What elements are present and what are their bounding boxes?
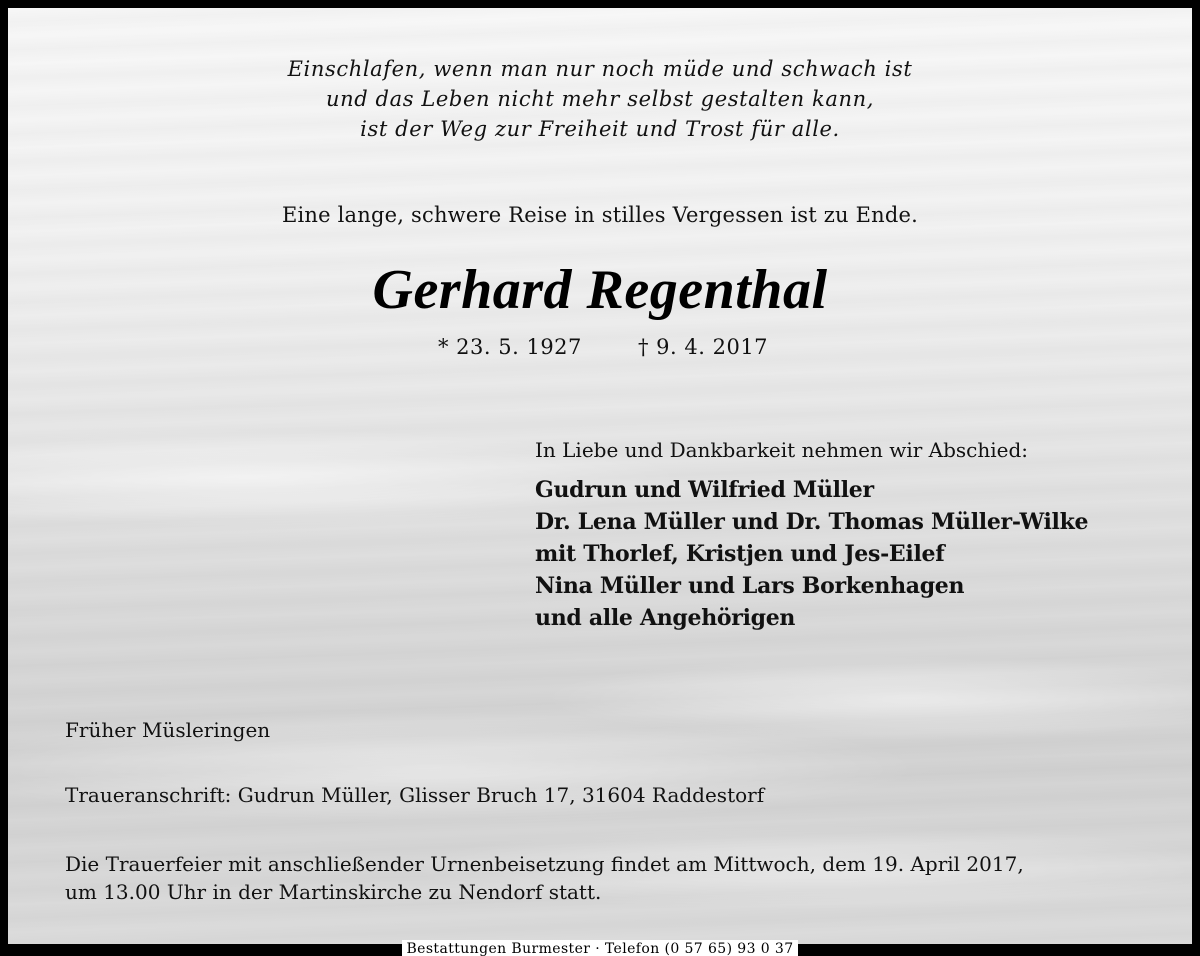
ceremony-info [65,850,1024,906]
mourners-list [535,474,1088,634]
mourner-line: mit Thorlef, Kristjen und Jes-Eilef [535,541,945,567]
mourner-line: und alle Angehörigen [535,605,796,631]
death-date: † 9. 4. 2017 [638,335,769,359]
birth-date: * 23. 5. 1927 [438,335,582,359]
ceremony-line: um 13.00 Uhr in der Martinskirche zu Nendorf statt. [65,880,602,904]
footer [8,938,1192,956]
poem-line: und das Leben nicht mehr selbst gestalten kann, [325,87,875,111]
mourner-line: Dr. Lena Müller und Dr. Thomas Müller-Wilke [535,509,1089,535]
mourning-address: Traueranschrift: Gudrun Müller, Glisser Bruch 17, 31604 Raddestorf [65,783,765,807]
intro-text: Eine lange, schwere Reise in stilles Vergessen ist zu Ende. [281,203,919,227]
former-residence: Früher Müsleringen [65,718,271,742]
farewell-text: In Liebe und Dankbarkeit nehmen wir Abschied: [535,438,1028,462]
mourner-line: Nina Müller und Lars Borkenhagen [535,573,965,599]
poem-line: Einschlafen, wenn man nur noch müde und schwach ist [287,57,913,81]
funeral-home-contact: Bestattungen Burmester · Telefon (0 57 65) 93 0 37 [402,940,797,956]
deceased-name: Gerhard Regenthal [372,259,828,321]
ceremony-line: Die Trauerfeier mit anschließender Urnenbeisetzung findet am Mittwoch, dem 19. April 2017, [65,852,1024,876]
poem-line: ist der Weg zur Freiheit und Trost für alle. [360,117,840,141]
mourner-line: Gudrun und Wilfried Müller [535,477,874,503]
poem-quote [8,54,1192,144]
